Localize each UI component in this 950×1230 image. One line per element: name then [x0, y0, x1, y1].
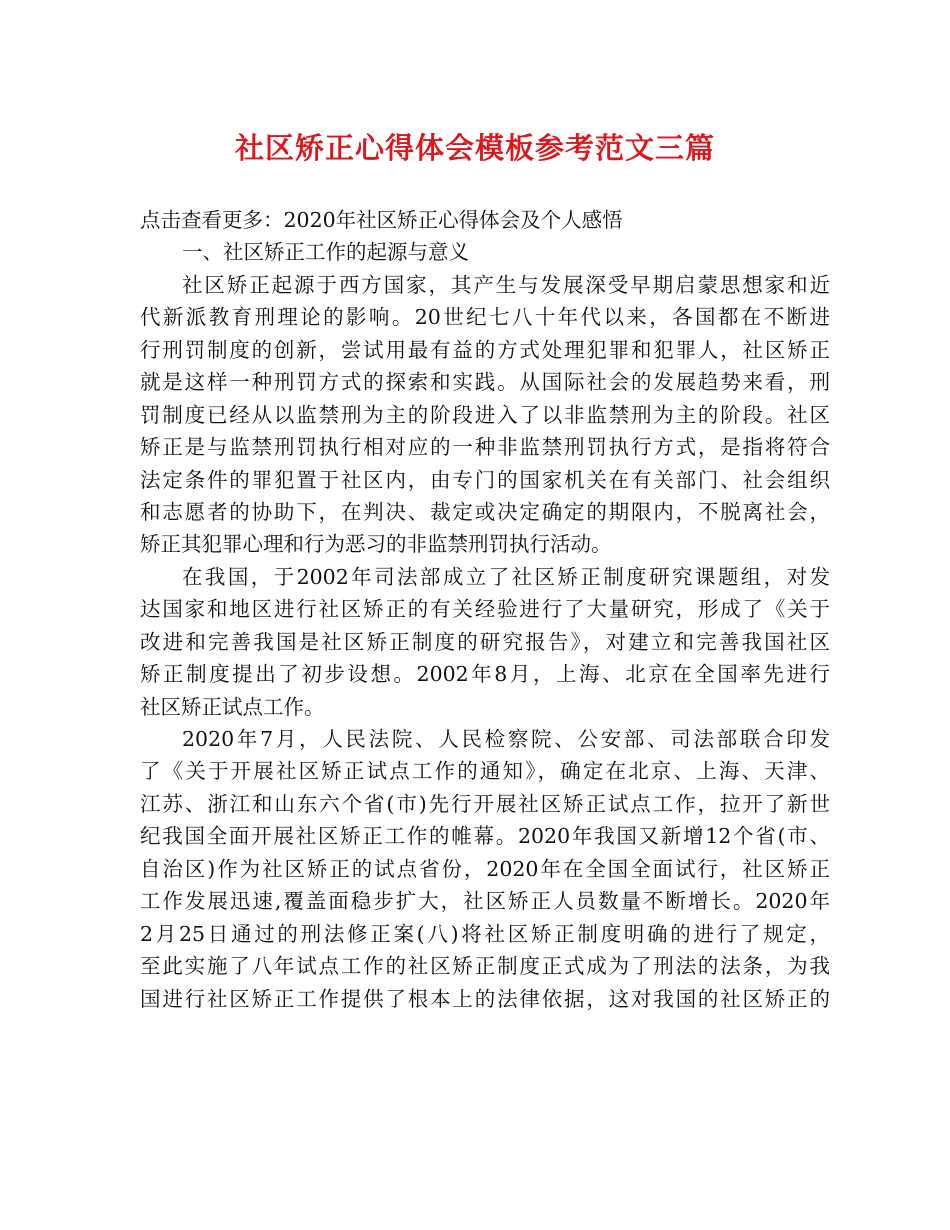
paragraph-line: 2月25日通过的刑法修正案(八)将社区矫正制度明确的进行了规定， — [140, 921, 830, 946]
paragraph-line: 在我国，于2002年司法部成立了社区矫正制度研究课题组，对发 — [182, 564, 830, 589]
paragraph-line: 至此实施了八年试点工作的社区矫正制度正式成为了刑法的法条，为我 — [140, 954, 830, 979]
paragraph-line: 和志愿者的协助下，在判决、裁定或决定确定的期限内，不脱离社会， — [140, 499, 830, 524]
paragraph-line: 江苏、浙江和山东六个省(市)先行开展社区矫正试点工作，拉开了新世 — [140, 791, 830, 816]
paragraph-line: 2020年7月，人民法院、人民检察院、公安部、司法部联合印发 — [182, 727, 830, 751]
paragraph-line: 社区矫正试点工作。 — [140, 694, 325, 719]
document-body — [140, 204, 830, 1015]
paragraph-line: 国进行社区矫正工作提供了根本上的法律依据，这对我国的社区矫正的 — [140, 986, 830, 1011]
paragraph-line: 代新派教育刑理论的影响。20世纪七八十年代以来，各国都在不断进 — [140, 305, 830, 330]
paragraph-line: 矫正制度提出了初步设想。2002年8月，上海、北京在全国率先进行 — [140, 662, 830, 687]
paragraph-line: 工作发展迅速,覆盖面稳步扩大，社区矫正人员数量不断增长。2020年 — [140, 889, 830, 914]
paragraph-line: 罚制度已经从以监禁刑为主的阶段进入了以非监禁刑为主的阶段。社区 — [140, 402, 830, 427]
paragraph-line: 就是这样一种刑罚方式的探索和实践。从国际社会的发展趋势来看，刑 — [140, 370, 830, 395]
document-title: 社区矫正心得体会模板参考范文三篇 — [234, 131, 715, 165]
paragraph-line: 法定条件的罪犯置于社区内，由专门的国家机关在有关部门、社会组织 — [140, 467, 830, 492]
paragraph-line: 达国家和地区进行社区矫正的有关经验进行了大量研究，形成了《关于 — [140, 597, 830, 622]
more-link-line[interactable]: 点击查看更多：2020年社区矫正心得体会及个人感悟 — [140, 208, 623, 232]
paragraph-line: 行刑罚制度的创新，尝试用最有益的方式处理犯罪和犯罪人，社区矫正 — [140, 337, 830, 362]
section-heading: 一、社区矫正工作的起源与意义 — [182, 240, 469, 265]
paragraph-line: 矫正是与监禁刑罚执行相对应的一种非监禁刑罚执行方式，是指将符合 — [140, 435, 830, 460]
paragraph-line: 自治区)作为社区矫正的试点省份，2020年在全国全面试行，社区矫正 — [140, 856, 830, 881]
paragraph-line: 社区矫正起源于西方国家，其产生与发展深受早期启蒙思想家和近 — [182, 272, 830, 297]
paragraph-line: 改进和完善我国是社区矫正制度的研究报告》，对建立和完善我国社区 — [140, 629, 830, 654]
paragraph-line: 矫正其犯罪心理和行为恶习的非监禁刑罚执行活动。 — [140, 532, 612, 557]
paragraph-line: 了《关于开展社区矫正试点工作的通知》，确定在北京、上海、天津、 — [140, 759, 830, 784]
paragraph-line: 纪我国全面开展社区矫正工作的帷幕。2020年我国又新增12个省(市、 — [140, 824, 830, 849]
